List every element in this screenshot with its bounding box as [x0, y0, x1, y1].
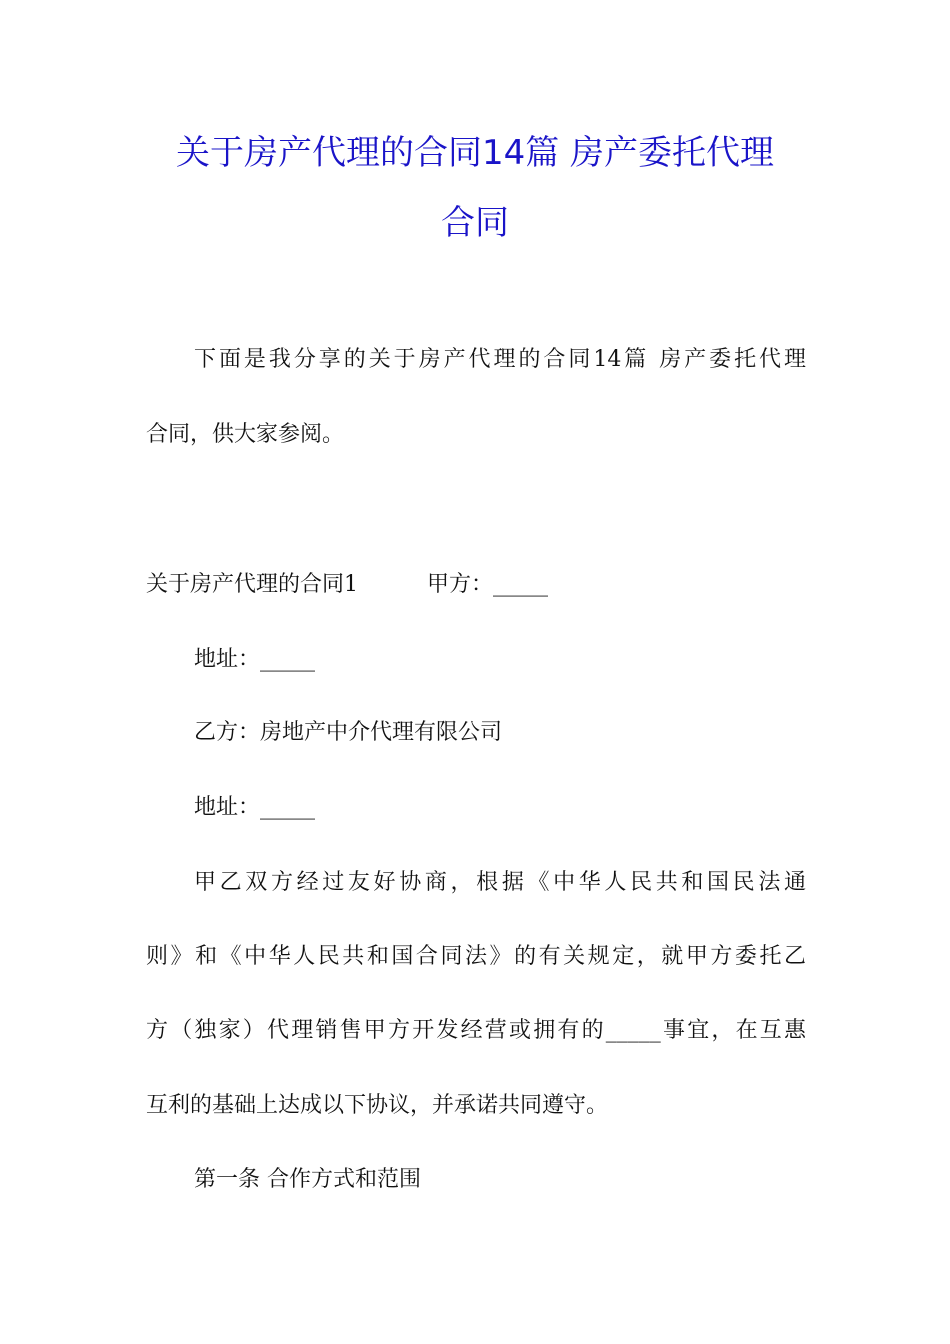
party-b-address-field: 地址：_____	[194, 795, 316, 820]
intro-paragraph-line-1: 下面是我分享的关于房产代理的合同14篇 房产委托代理	[194, 347, 806, 372]
party-b-field: 乙方：房地产中介代理有限公司	[194, 720, 503, 745]
section-heading: 关于房产代理的合同1	[146, 572, 358, 597]
intro-paragraph-line-2: 合同，供大家参阅。	[146, 422, 345, 447]
party-a-field: 甲方：_____	[427, 572, 549, 597]
document-title-line-2: 合同	[441, 203, 509, 243]
agreement-paragraph-line-1: 甲乙双方经过友好协商，根据《中华人民共和国民法通	[194, 870, 806, 895]
party-a-address-field: 地址：_____	[194, 647, 316, 672]
document-title-line-1: 关于房产代理的合同14篇 房产委托代理	[175, 133, 775, 173]
agreement-paragraph-line-3: 方（独家）代理销售甲方开发经营或拥有的_____事宜，在互惠	[146, 1018, 806, 1043]
article-one-heading: 第一条 合作方式和范围	[194, 1167, 421, 1192]
agreement-paragraph-line-2: 则》和《中华人民共和国合同法》的有关规定，就甲方委托乙	[146, 944, 806, 969]
agreement-paragraph-line-4: 互利的基础上达成以下协议，并承诺共同遵守。	[146, 1093, 609, 1118]
